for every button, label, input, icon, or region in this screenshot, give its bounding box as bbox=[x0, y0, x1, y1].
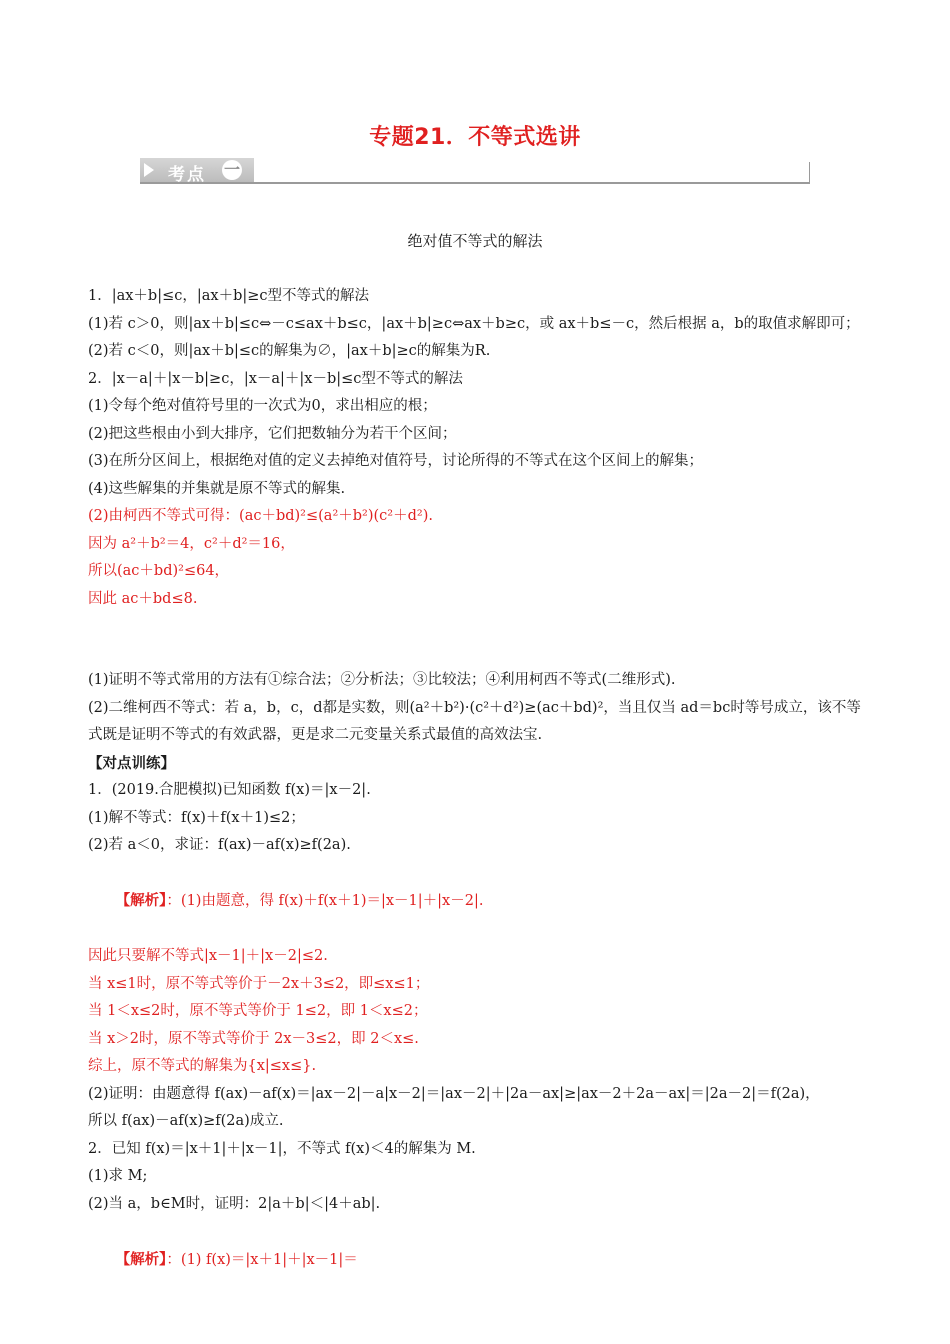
analysis-first-line: ：(1) f(x)＝|x＋1|＋|x－1|＝ bbox=[166, 1251, 358, 1268]
topic-banner bbox=[140, 158, 810, 184]
text-line: 所以 f(ax)－af(x)≥f(2a)成立. bbox=[88, 1113, 284, 1129]
text-line: (2)证明：由题意得 f(ax)－af(x)＝|ax－2|－a|x－2|＝|ax－2|＋|2a－ax|≥|ax－2＋2a－ax|＝|2a－2|＝f(2a)， bbox=[88, 1085, 820, 1102]
section-method-notes bbox=[88, 283, 866, 613]
section-subtitle: 绝对值不等式的解法 bbox=[407, 232, 543, 250]
text-line: (1)令每个绝对值符号里的一次式为0，求出相应的根； bbox=[88, 398, 437, 414]
banner-rule bbox=[140, 182, 810, 184]
banner-end-mark bbox=[809, 162, 810, 184]
blank-line bbox=[88, 613, 866, 640]
blank-line bbox=[88, 640, 866, 667]
text-line: 当 x≤1时，原不等式等价于－2x＋3≤2，即≤x≤1； bbox=[88, 975, 430, 992]
text-line: 因此 ac＋bd≤8. bbox=[88, 590, 198, 607]
banner-label-box bbox=[140, 158, 254, 185]
text-line: 1．(2019.合肥模拟)已知函数 f(x)＝|x－2|. bbox=[88, 782, 371, 798]
banner-number: 一 bbox=[223, 160, 240, 179]
text-line: (4)这些解集的并集就是原不等式的解集. bbox=[88, 480, 346, 497]
text-line: (1)求 M; bbox=[88, 1168, 148, 1184]
text-line: (3)在所分区间上，根据绝对值的定义去掉绝对值符号，讨论所得的不等式在这个区间上的解集； bbox=[88, 453, 704, 469]
section-heading: 【对点训练】 bbox=[88, 754, 175, 772]
text-line: 所以(ac＋bd)²≤64， bbox=[88, 563, 230, 579]
text-line: (2)把这些根由小到大排序，它们把数轴分为若干个区间； bbox=[88, 425, 457, 442]
text-line: 1．|ax＋b|≤c，|ax＋b|≥c型不等式的解法 bbox=[88, 288, 370, 304]
text-line: 因为 a²＋b²＝4，c²＋d²＝16， bbox=[88, 535, 295, 552]
text-line: 综上，原不等式的解集为{x|≤x≤}. bbox=[88, 1058, 317, 1074]
section-proof-notes bbox=[88, 667, 866, 860]
text-line: (1)解不等式：f(x)＋f(x＋1)≤2； bbox=[88, 809, 305, 826]
analysis-lines bbox=[88, 943, 866, 1218]
text-line: (2)二维柯西不等式：若 a，b，c，d都是实数，则(a²＋b²)·(c²＋d²)≥(ac＋bd)²，当且仅当 ad＝bc时等号成立，该不等式既是证明不等式的有效武器，更是求二元变量关系式最值的高效法宝. bbox=[88, 699, 861, 743]
text-line: (2)当 a，b∈M时，证明：2|a＋b|＜|4＋ab|. bbox=[88, 1195, 381, 1212]
text-line: 2．|x－a|＋|x－b|≥c，|x－a|＋|x－b|≤c型不等式的解法 bbox=[88, 370, 463, 387]
banner-label: 考点 bbox=[168, 165, 206, 185]
analysis-paragraph bbox=[88, 1218, 866, 1302]
text-line: 因此只要解不等式|x－1|＋|x－2|≤2. bbox=[88, 948, 328, 964]
text-line: (2)由柯西不等式可得：(ac＋bd)²≤(a²＋b²)(c²＋d²). bbox=[88, 508, 433, 524]
play-arrow-icon bbox=[144, 163, 154, 177]
analysis-first-line: ：(1)由题意，得 f(x)＋f(x＋1)＝|x－1|＋|x－2|. bbox=[166, 893, 484, 909]
page-title: 专题21．不等式选讲 bbox=[369, 125, 581, 150]
document-body bbox=[88, 283, 866, 1302]
analysis-tag: 【解析】 bbox=[115, 1250, 167, 1268]
text-line: (2)若 c＜0，则|ax＋b|≤c的解集为∅，|ax＋b|≥c的解集为R. bbox=[88, 343, 491, 359]
text-line: (1)证明不等式常用的方法有①综合法；②分析法；③比较法；④利用柯西不等式(二维形式). bbox=[88, 672, 676, 688]
text-line: 当 x＞2时，原不等式等价于 2x－3≤2，即 2＜x≤. bbox=[88, 1030, 419, 1047]
text-line: (2)若 a＜0，求证：f(ax)－af(x)≥f(2a). bbox=[88, 837, 351, 853]
analysis-tag: 【解析】 bbox=[115, 892, 167, 909]
text-line: 2．已知 f(x)＝|x＋1|＋|x－1|，不等式 f(x)＜4的解集为 M. bbox=[88, 1140, 476, 1157]
analysis-paragraph bbox=[88, 860, 866, 944]
text-line: 当 1＜x≤2时，原不等式等价于 1≤2，即 1＜x≤2； bbox=[88, 1003, 428, 1019]
text-line: (1)若 c＞0，则|ax＋b|≤c⇔－c≤ax＋b≤c，|ax＋b|≥c⇔ax＋b≥c，或 ax＋b≤－c，然后根据 a，b的取值求解即可； bbox=[88, 315, 860, 332]
